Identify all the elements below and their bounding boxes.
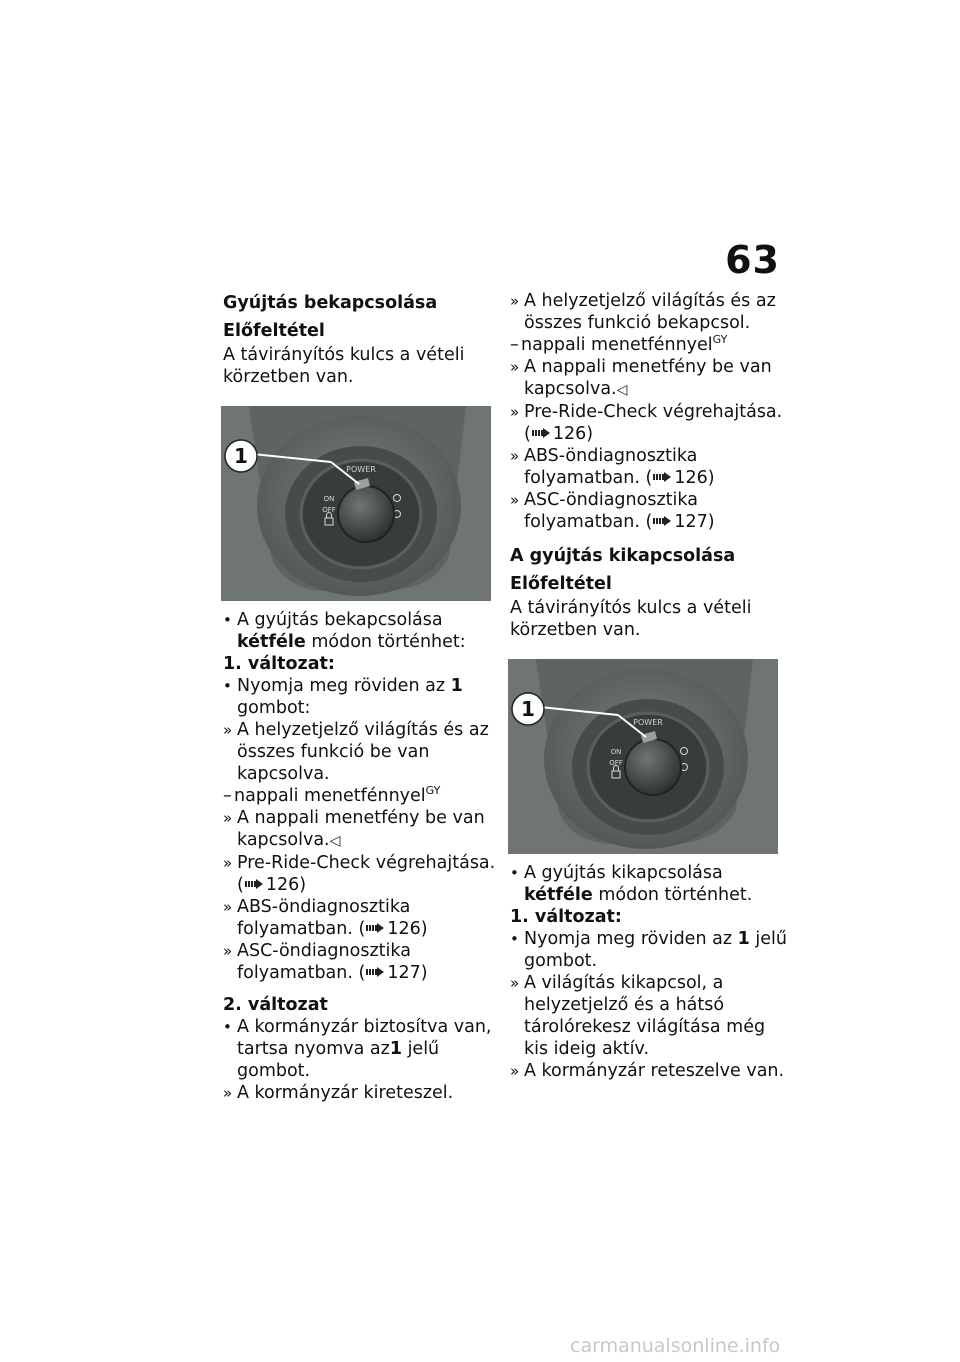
section-heading-ignition-on: Gyújtás bekapcsolása [223, 293, 438, 313]
list-item: • A gyújtás kikapcsolása kétféle módon történhet. [510, 862, 790, 906]
on-label: ON [610, 748, 622, 756]
page-reference-link[interactable]: 126) [387, 919, 428, 939]
power-label: POWER [633, 718, 663, 727]
list-item: • A kormányzár biztosítva van, tartsa nyomva az1 jelű gombot. [223, 1016, 503, 1082]
variant-heading: 2. változat [223, 995, 328, 1015]
page-reference-link[interactable]: 126) [265, 875, 307, 895]
result-item: » ASC-öndiagnosztika folyamatban. ( 127) [223, 940, 503, 984]
result-item: » A nappali menetfény be van kapcsolva.◁ [223, 807, 503, 852]
result-item: » A helyzetjelző világítás és az összes funkció be van kapcsolva. [223, 719, 503, 785]
prerequisite-title: Előfeltétel [223, 321, 325, 341]
result-item: » Pre-Ride-Check végrehajtása. ( 126) [223, 852, 503, 896]
page-number: 63 [725, 238, 780, 282]
right-column [510, 290, 790, 1082]
left-column [223, 290, 503, 1104]
ignition-switch-photo [221, 406, 491, 601]
prerequisite-title: Előfeltétel [510, 574, 612, 594]
result-item: » A kormányzár kireteszel. [223, 1082, 503, 1104]
section-heading-ignition-off: A gyújtás kikapcsolása [510, 546, 736, 566]
list-item: • Nyomja meg röviden az 1 gombot: [223, 675, 503, 719]
result-item: » A kormányzár reteszelve van. [510, 1060, 790, 1082]
variant-heading: 1. változat: [510, 907, 622, 927]
result-item: » A világítás kikapcsol, a helyzetjelző és a hátsó tárolórekesz világítása még kis ideig aktív. [510, 972, 790, 1060]
result-item: » ASC-öndiagnosztika folyamatban. ( 127) [510, 489, 790, 533]
page-reference-arrow-icon [653, 472, 671, 482]
page-reference-arrow-icon [532, 428, 550, 438]
end-mark: ◁ [616, 382, 628, 398]
result-item: » Pre-Ride-Check végrehajtása. ( 126) [510, 401, 790, 445]
end-mark: ◁ [329, 833, 341, 849]
page-reference-link[interactable]: 126) [674, 468, 715, 488]
result-item: » A helyzetjelző világítás és az összes funkció bekapcsol. [510, 290, 790, 334]
condition-item: – nappali menetfénnyel$^{GY}$ [510, 333, 728, 355]
prerequisite-text: A távirányítós kulcs a vételi körzetben van. [510, 598, 752, 640]
off-label: OFF [609, 759, 623, 767]
result-item: » A nappali menetfény be van kapcsolva.◁ [510, 356, 790, 401]
callout-number: 1 [521, 697, 535, 721]
off-label: OFF [322, 506, 336, 514]
on-label: ON [323, 495, 335, 503]
page-reference-arrow-icon [366, 923, 384, 933]
page-reference-link[interactable]: 127) [674, 512, 715, 532]
watermark: carmanualsonline.info [570, 1335, 781, 1357]
page-reference-arrow-icon [366, 967, 384, 977]
page-reference-link[interactable]: 126) [552, 424, 594, 444]
page-reference-link[interactable]: 127) [387, 963, 428, 983]
result-item: » ABS-öndiagnosztika folyamatban. ( 126) [223, 896, 503, 940]
condition-item: – nappali menetfénnyel$^{GY}$ [223, 784, 441, 806]
callout-number: 1 [234, 444, 248, 468]
page-reference-arrow-icon [245, 879, 263, 889]
power-label: POWER [346, 465, 376, 474]
list-item: • A gyújtás bekapcsolása kétféle módon történhet: [223, 609, 503, 653]
prerequisite-text: A távirányítós kulcs a vételi körzetben van. [223, 345, 465, 387]
list-item: • Nyomja meg röviden az 1 jelű gombot. [510, 928, 790, 972]
result-item: » ABS-öndiagnosztika folyamatban. ( 126) [510, 445, 790, 489]
page-reference-arrow-icon [653, 516, 671, 526]
ignition-switch-photo [508, 659, 778, 854]
variant-heading: 1. változat: [223, 654, 335, 674]
